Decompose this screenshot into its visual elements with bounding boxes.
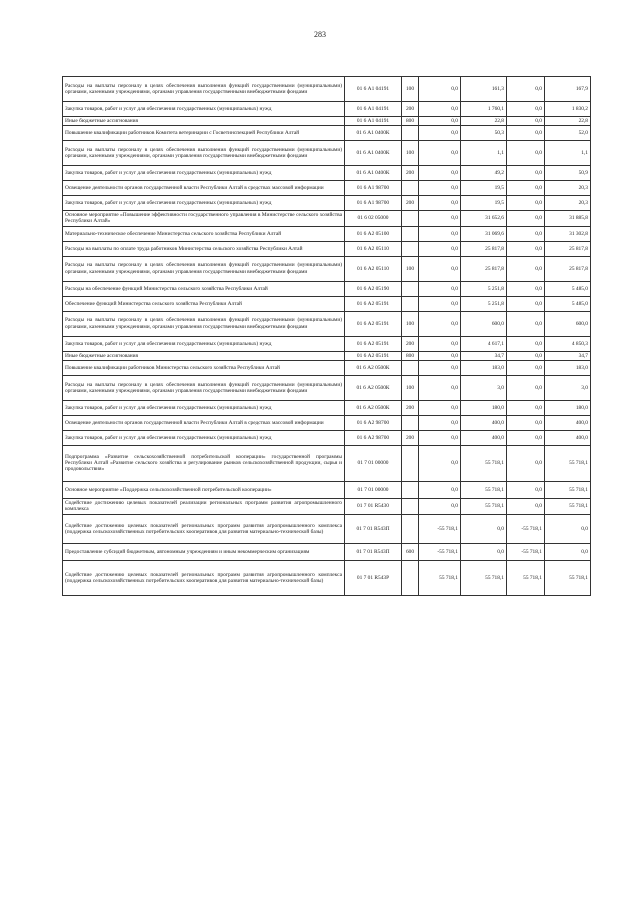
row-value-3: 0,0 [507,445,545,481]
row-value-3: 0,0 [507,141,545,166]
row-value-2: 0,0 [461,543,507,560]
row-value-1: 0,0 [419,311,461,336]
row-value-4: 400,0 [545,415,591,430]
table-row [63,375,591,400]
row-expense-type: 100 [402,256,419,281]
table-row [63,77,591,102]
row-expense-type: 100 [402,311,419,336]
row-code: 01 6 А2 05100 [345,226,402,241]
table-row [63,296,591,311]
row-expense-type [402,126,419,141]
row-name: Освещение деятельности органов государственной власти Республики Алтай в средствах массовой информации [63,415,345,430]
row-value-3: 0,0 [507,226,545,241]
row-code: 01 6 А2 05190 [345,281,402,296]
row-expense-type [402,514,419,543]
row-value-2: 55 718,1 [461,445,507,481]
row-value-2: 3,0 [461,375,507,400]
row-code: 01 6 А1 98700 [345,196,402,211]
row-value-2: 31 069,6 [461,226,507,241]
row-value-2: 400,0 [461,430,507,445]
row-code: 01 6 А2 98700 [345,430,402,445]
row-name: Основное мероприятие «Повышение эффективности государственного управления в Министерстве сельского хозяйства Республики Алтай» [63,211,345,226]
row-expense-type [402,281,419,296]
row-value-3: 0,0 [507,336,545,351]
row-value-1: 0,0 [419,77,461,102]
row-value-4: 4 850,3 [545,336,591,351]
row-code: 01 6 А1 04191 [345,77,402,102]
row-value-2: 4 617,1 [461,336,507,351]
row-value-3: 0,0 [507,241,545,256]
row-code: 01 6 А2 05191 [345,296,402,311]
row-expense-type [402,415,419,430]
row-value-1: 0,0 [419,415,461,430]
row-value-2: 31 652,6 [461,211,507,226]
row-value-3: 0,0 [507,77,545,102]
row-value-2: 400,0 [461,415,507,430]
row-name: Расходы на обеспечение функций Министерства сельского хозяйства Республики Алтай [63,281,345,296]
table-row [63,560,591,595]
row-value-1: 0,0 [419,400,461,415]
row-code: 01 6 А2 05110 [345,256,402,281]
row-value-1: 0,0 [419,281,461,296]
row-value-3: 0,0 [507,166,545,181]
row-value-4: 20,3 [545,181,591,196]
row-name: Закупка товаров, работ и услуг для обеспечения государственных (муниципальных) нужд [63,166,345,181]
row-value-4: 5 485,0 [545,296,591,311]
row-code: 01 7 01 R543П [345,543,402,560]
row-code: 01 6 А2 05191 [345,336,402,351]
row-value-1: 0,0 [419,141,461,166]
row-value-3: 0,0 [507,281,545,296]
row-value-3: 0,0 [507,196,545,211]
table-row [63,430,591,445]
table-row [63,241,591,256]
row-value-1: 0,0 [419,445,461,481]
row-expense-type [402,360,419,375]
row-value-1: 0,0 [419,296,461,311]
row-name: Предоставление субсидий бюджетным, автономным учреждениям и иным некоммерческим организациям [63,543,345,560]
row-expense-type: 100 [402,141,419,166]
row-value-3: 0,0 [507,296,545,311]
row-code: 01 7 01 00000 [345,445,402,481]
row-expense-type [402,211,419,226]
row-name: Содействие достижению целевых показателей региональных программ развития агропромышленного комплекса (поддержка сельскохозяйственных потребительских кооперативов для развития материально-технической базы) [63,560,345,595]
row-value-4: 31 302,8 [545,226,591,241]
row-value-4: 22,8 [545,117,591,126]
row-name: Подпрограмма «Развитие сельскохозяйственной потребительской кооперации» государственной программы Республики Алтай «Развитие сельского хозяйства и регулирование рынков сельскохозяйственной продукции, сырья и продовольствия» [63,445,345,481]
row-value-4: 55 718,1 [545,445,591,481]
row-value-1: 0,0 [419,226,461,241]
row-value-2: 180,0 [461,400,507,415]
row-code: 01 6 02 05000 [345,211,402,226]
row-value-4: 5 485,0 [545,281,591,296]
row-value-4: 25 817,8 [545,241,591,256]
row-code: 01 6 А2 0500К [345,360,402,375]
row-value-2: 19,5 [461,181,507,196]
row-value-3: 0,0 [507,351,545,360]
row-value-1: 0,0 [419,481,461,498]
row-code: 01 7 01 R543Р [345,560,402,595]
row-value-4: 34,7 [545,351,591,360]
row-value-3: 0,0 [507,498,545,514]
table-row [63,196,591,211]
row-name: Материально-техническое обеспечение Министерства сельского хозяйства Республики Алтай [63,226,345,241]
row-name: Закупка товаров, работ и услуг для обеспечения государственных (муниципальных) нужд [63,336,345,351]
row-name: Освещение деятельности органов государственной власти Республики Алтай в средствах массовой информации [63,181,345,196]
row-value-1: 0,0 [419,375,461,400]
row-expense-type: 800 [402,117,419,126]
row-value-2: 5 251,8 [461,281,507,296]
table-row [63,498,591,514]
row-value-3: 0,0 [507,211,545,226]
table-row [63,102,591,117]
row-code: 01 6 А1 0400К [345,126,402,141]
table-row [63,126,591,141]
row-value-3: 0,0 [507,126,545,141]
budget-table [62,76,591,596]
row-value-4: 50,9 [545,166,591,181]
row-value-3: 0,0 [507,400,545,415]
table-row [63,445,591,481]
row-code: 01 6 А1 0400К [345,166,402,181]
row-expense-type: 100 [402,77,419,102]
row-code: 01 6 А2 05191 [345,311,402,336]
table-row [63,360,591,375]
row-value-4: 25 817,8 [545,256,591,281]
row-value-1: 0,0 [419,126,461,141]
row-expense-type [402,481,419,498]
row-expense-type: 200 [402,336,419,351]
row-name: Расходы на выплаты по оплате труда работников Министерства сельского хозяйства Республики Алтай [63,241,345,256]
row-value-4: 55 718,1 [545,498,591,514]
row-value-2: 1 760,1 [461,102,507,117]
row-value-4: 0,0 [545,514,591,543]
row-value-4: 1 830,2 [545,102,591,117]
row-value-2: 600,0 [461,311,507,336]
row-value-4: 20,3 [545,196,591,211]
row-value-2: 0,0 [461,514,507,543]
row-code: 01 6 А2 0500К [345,375,402,400]
row-value-4: 52,0 [545,126,591,141]
row-value-3: 0,0 [507,256,545,281]
table-row [63,311,591,336]
table-row [63,166,591,181]
row-value-2: 34,7 [461,351,507,360]
row-name: Закупка товаров, работ и услуг для обеспечения государственных (муниципальных) нужд [63,430,345,445]
row-name: Расходы на выплаты персоналу в целях обеспечения выполнения функций государственными (муниципальными) органами, казенными учреждениями, органами управления государственными внебюджетными фондами [63,77,345,102]
table-body [63,77,591,596]
row-value-2: 49,2 [461,166,507,181]
row-name: Повышение квалификации работников Министерства сельского хозяйства Республики Алтай [63,360,345,375]
row-value-4: 400,0 [545,430,591,445]
row-expense-type: 600 [402,543,419,560]
row-code: 01 6 А2 05110 [345,241,402,256]
row-name: Содействие достижению целевых показателей реализации региональных программ развития агропромышленного комплекса [63,498,345,514]
row-expense-type: 200 [402,166,419,181]
row-value-4: 183,0 [545,360,591,375]
table-row [63,400,591,415]
table-row [63,117,591,126]
row-value-3: 0,0 [507,117,545,126]
row-name: Повышение квалификации работников Комитета ветеринарии с Госветинспекцией Республики Алтай [63,126,345,141]
row-name: Содействие достижению целевых показателей региональных программ развития агропромышленного комплекса (поддержка сельскохозяйственных потребительских кооперативов для развития материально-технической базы) [63,514,345,543]
row-name: Обеспечение функций Министерства сельского хозяйства Республики Алтай [63,296,345,311]
row-value-2: 55 718,1 [461,481,507,498]
row-name: Закупка товаров, работ и услуг для обеспечения государственных (муниципальных) нужд [63,196,345,211]
page-number: 283 [314,30,326,39]
row-value-3: -55 718,1 [507,543,545,560]
row-value-3: -55 718,1 [507,514,545,543]
row-name: Расходы на выплаты персоналу в целях обеспечения выполнения функций государственными (муниципальными) органами, казенными учреждениями, органами управления государственными внебюджетными фондами [63,256,345,281]
row-value-3: 55 718,1 [507,560,545,595]
row-value-2: 25 817,8 [461,256,507,281]
row-value-2: 25 817,8 [461,241,507,256]
row-value-2: 22,8 [461,117,507,126]
row-expense-type: 200 [402,196,419,211]
row-value-3: 0,0 [507,360,545,375]
row-value-1: 0,0 [419,498,461,514]
row-name: Иные бюджетные ассигнования [63,351,345,360]
row-value-4: 55 718,1 [545,560,591,595]
row-value-1: 0,0 [419,196,461,211]
row-value-1: 0,0 [419,336,461,351]
row-code: 01 6 А2 98700 [345,415,402,430]
row-name: Основное мероприятие «Поддержка сельскохозяйственной потребительской кооперации» [63,481,345,498]
row-expense-type: 800 [402,351,419,360]
table-row [63,351,591,360]
row-value-3: 0,0 [507,311,545,336]
table-row [63,181,591,196]
row-value-2: 5 251,8 [461,296,507,311]
row-value-2: 55 718,1 [461,560,507,595]
row-code: 01 6 А1 04191 [345,117,402,126]
row-name: Иные бюджетные ассигнования [63,117,345,126]
table-row [63,514,591,543]
row-expense-type [402,445,419,481]
row-value-1: 55 718,1 [419,560,461,595]
row-value-2: 50,3 [461,126,507,141]
row-value-1: 0,0 [419,117,461,126]
row-expense-type: 200 [402,430,419,445]
row-value-1: 0,0 [419,211,461,226]
row-value-2: 55 718,1 [461,498,507,514]
row-value-2: 1,1 [461,141,507,166]
table-row [63,256,591,281]
row-name: Закупка товаров, работ и услуг для обеспечения государственных (муниципальных) нужд [63,102,345,117]
row-value-1: 0,0 [419,102,461,117]
row-code: 01 6 А1 98700 [345,181,402,196]
row-value-4: 31 885,8 [545,211,591,226]
row-expense-type [402,296,419,311]
row-value-4: 167,9 [545,77,591,102]
row-code: 01 7 01 00000 [345,481,402,498]
row-value-3: 0,0 [507,481,545,498]
row-value-4: 0,0 [545,543,591,560]
table-row [63,211,591,226]
row-value-1: 0,0 [419,241,461,256]
row-expense-type: 200 [402,102,419,117]
row-value-1: 0,0 [419,430,461,445]
row-name: Расходы на выплаты персоналу в целях обеспечения выполнения функций государственными (муниципальными) органами, казенными учреждениями, органами управления государственными внебюджетными фондами [63,141,345,166]
row-expense-type: 100 [402,375,419,400]
row-value-1: -55 718,1 [419,543,461,560]
row-value-1: 0,0 [419,360,461,375]
row-name: Закупка товаров, работ и услуг для обеспечения государственных (муниципальных) нужд [63,400,345,415]
row-value-1: 0,0 [419,351,461,360]
row-value-2: 161,3 [461,77,507,102]
table-row [63,141,591,166]
row-expense-type [402,241,419,256]
row-expense-type: 200 [402,400,419,415]
row-name: Расходы на выплаты персоналу в целях обеспечения выполнения функций государственными (муниципальными) органами, казенными учреждениями, органами управления государственными внебюджетными фондами [63,375,345,400]
row-expense-type [402,181,419,196]
row-value-4: 3,0 [545,375,591,400]
row-value-3: 0,0 [507,375,545,400]
row-value-3: 0,0 [507,430,545,445]
row-expense-type [402,560,419,595]
row-code: 01 6 А2 0500К [345,400,402,415]
row-expense-type [402,226,419,241]
table-row [63,281,591,296]
table-row [63,415,591,430]
table-row [63,481,591,498]
row-value-1: 0,0 [419,256,461,281]
row-code: 01 6 А1 0400К [345,141,402,166]
row-value-2: 19,5 [461,196,507,211]
row-value-2: 183,0 [461,360,507,375]
row-expense-type [402,498,419,514]
table-row [63,543,591,560]
row-value-1: 0,0 [419,181,461,196]
row-value-3: 0,0 [507,102,545,117]
row-name: Расходы на выплаты персоналу в целях обеспечения выполнения функций государственными (муниципальными) органами, казенными учреждениями, органами управления государственными внебюджетными фондами [63,311,345,336]
row-code: 01 6 А1 04191 [345,102,402,117]
row-value-3: 0,0 [507,181,545,196]
row-value-3: 0,0 [507,415,545,430]
row-value-1: 0,0 [419,166,461,181]
row-value-4: 600,0 [545,311,591,336]
row-value-4: 55 718,1 [545,481,591,498]
row-code: 01 7 01 R543П [345,514,402,543]
row-value-1: -55 718,1 [419,514,461,543]
table-row [63,226,591,241]
table-row [63,336,591,351]
row-code: 01 6 А2 05191 [345,351,402,360]
row-code: 01 7 01 R5430 [345,498,402,514]
row-value-4: 180,0 [545,400,591,415]
row-value-4: 1,1 [545,141,591,166]
